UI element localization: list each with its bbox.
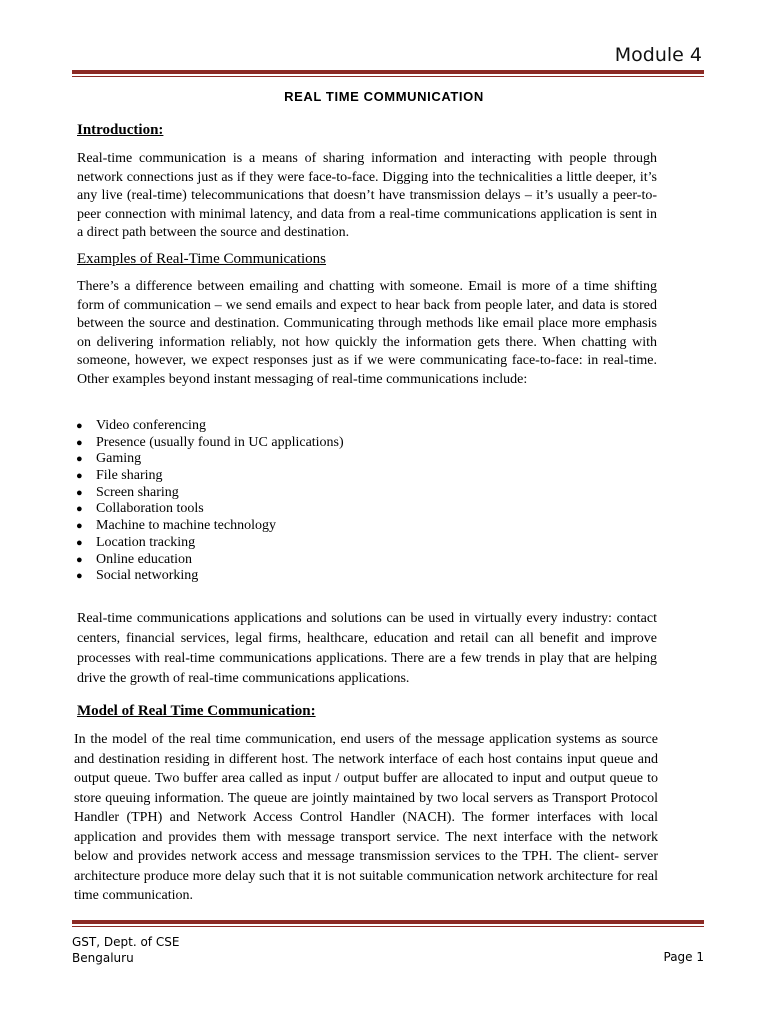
bullet-icon: ● <box>76 453 83 466</box>
list-item: ● Screen sharing <box>76 484 179 500</box>
introduction-heading: Introduction: <box>77 122 164 138</box>
page-title: REAL TIME COMMUNICATION <box>284 89 484 104</box>
header-rule <box>72 70 704 74</box>
list-item: ● File sharing <box>76 468 163 484</box>
list-item: ● Collaboration tools <box>76 501 204 517</box>
footer-organization <box>72 934 179 966</box>
bullet-icon: ● <box>76 420 83 432</box>
list-item: ● Presence (usually found in UC applications) <box>76 434 344 450</box>
list-item: ● Online education <box>76 551 193 567</box>
introduction-paragraph: Real-time communication is a means of sharing information and interacting with people through network connections just as if they were face-to-face. Digging into the technicalities a little deeper, it’s any live (real-time) telecommunications that doesn’t have transmission delays – it’s usually a peer-to-peer connection with minimal latency, and data from a real-time communications application is sent in a direct path between the source and destination. <box>77 151 657 240</box>
bullet-icon: ● <box>76 536 83 549</box>
bullet-icon: ● <box>76 436 83 449</box>
examples-heading: Examples of Real-Time Communications <box>77 251 327 267</box>
bullet-icon: ● <box>76 520 83 533</box>
header-rule-thin <box>72 76 704 77</box>
bullet-icon: ● <box>76 470 83 483</box>
bullet-icon: ● <box>76 570 83 583</box>
footer-rule-thin <box>72 926 704 927</box>
module-label: Module 4 <box>614 44 702 66</box>
list-item: ● Machine to machine technology <box>76 518 276 534</box>
bullet-icon: ● <box>76 553 83 566</box>
bullet-icon: ● <box>76 486 83 499</box>
model-heading: Model of Real Time Communication: <box>77 703 316 719</box>
list-item: ● Social networking <box>76 568 199 584</box>
examples-paragraph: There’s a difference between emailing and chatting with someone. Email is more of a time shifting form of communication – we send emails and expect to hear back from people later, and data is stored between the source and destination. Communicating through methods like email place more emphasis on delivering information reliably, not how quickly the information gets there. When chatting with someone, however, we expect responses just as if we were communicating face-to-face: in real-time. Other examples beyond instant messaging of real-time communications include: <box>77 279 657 387</box>
list-item: ● Gaming <box>76 451 142 467</box>
footer-city: Bengaluru <box>72 951 134 965</box>
examples-closing-paragraph: Real-time communications applications and solutions can be used in virtually every industry: contact centers, financial services, legal firms, healthcare, education and retail can all benefit and improve processes with real-time communications applications. There are a few trends in play that are helping drive the growth of real-time communications applications. <box>77 611 657 686</box>
list-item: ● Video conferencing <box>76 418 206 433</box>
bullet-icon: ● <box>76 503 83 516</box>
footer-rule <box>72 920 704 924</box>
model-paragraph: In the model of the real time communication, end users of the message application systems as source and destination residing in different host. The network interface of each host contains input queue and output queue. Two buffer area called as input / output buffer are allocated to input and output queue to store queuing information. The queue are jointly maintained by two local servers as Transport Protocol Handler (TPH) and Network Access Control Handler (NACH). The former interfaces with local application and provides them with message transport service. The next interface with the network below and provides network access and message transmission services to the TPH. The client- server architecture produce more delay such that it is not suitable communication network architecture for real time communication. <box>74 732 658 903</box>
examples-list <box>76 418 344 585</box>
footer-org-name: GST, Dept. of CSE <box>72 935 180 949</box>
page-number: Page 1 <box>663 950 704 964</box>
list-item: ● Location tracking <box>76 534 196 550</box>
